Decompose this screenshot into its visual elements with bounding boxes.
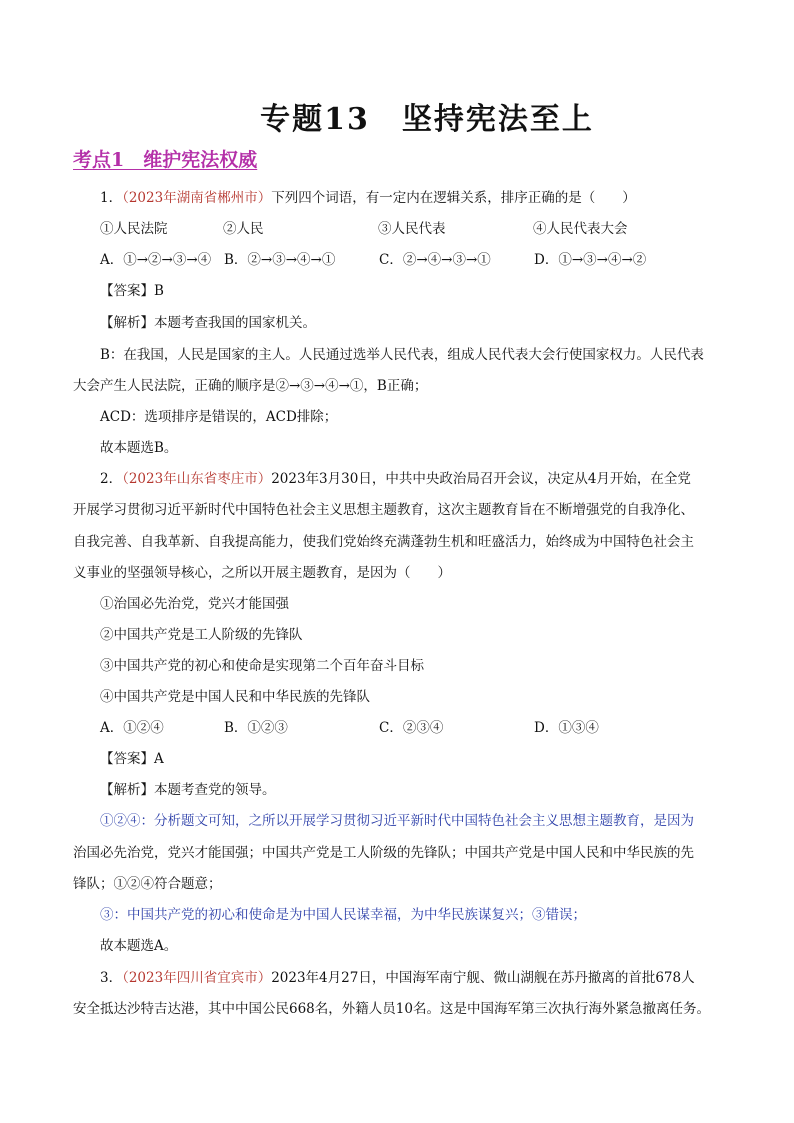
topic-heading: 考点1 维护宪法权威 [73,149,258,171]
q3-stem-line: 安全抵达沙特吉达港，其中中国公民668名，外籍人员10名。这是中国海军第三次执行海外紧急撤离任务。 [73,1001,710,1017]
q1-analysis: 【解析】本题考查我国的国家机关。 [100,315,316,331]
q2-option: A．①②④ [100,720,164,736]
q2-explanation-line: ①②④：分析题文可知，之所以开展学习贯彻习近平新时代中国特色社会主义思想主题教育，是因为 [100,813,694,829]
q2-option: C．②③④ [379,720,444,736]
q3-number: 3． [100,970,123,986]
q1-option: A．①→②→③→④ [100,252,212,268]
q2-answer: 【答案】A [100,751,164,767]
q2-stem-line: 自我完善、自我革新、自我提高能力，使我们党始终充满蓬勃生机和旺盛活力，始终成为中国特色社会主 [73,534,694,550]
q1-explanation-line: ACD：选项排序是错误的，ACD排除； [100,409,338,425]
q2-conclusion: 故本题选A。 [100,938,178,954]
q1-stem [100,186,636,206]
q2-explanation-line: 锋队；①②④符合题意； [73,876,222,892]
q1-item: ①人民法院 [100,221,168,237]
q2-options [100,716,599,736]
q2-analysis: 【解析】本题考查党的领导。 [100,782,276,798]
q2-stem-text: 2023年3月30日，中共中央政治局召开会议，决定从4月开始，在全党 [271,471,691,487]
q1-options [100,248,646,268]
page-title: 专题13 坚持宪法至上 [260,102,594,137]
q1-option: D．①→③→④→② [534,252,647,268]
q1-conclusion: 故本题选B。 [100,440,178,456]
q2-option: D．①③④ [534,720,599,736]
q2-stem [100,467,691,487]
q1-number: 1． [100,190,123,206]
q2-stem-line: 开展学习贯彻习近平新时代中国特色社会主义思想主题教育，这次主题教育旨在不断增强党的自我净化、 [73,502,694,518]
q1-item: ④人民代表大会 [533,221,628,237]
q2-stem-line: 义事业的坚强领导核心，之所以开展主题教育，是因为（ ） [73,565,451,581]
q1-source: （2023年湖南省郴州市） [122,190,272,206]
q3-stem [100,966,695,986]
q3-source: （2023年四川省宜宾市） [122,970,272,986]
q2-explanation-line: ③：中国共产党的初心和使命是为中国人民谋幸福，为中华民族谋复兴；③错误； [100,907,586,923]
q3-stem-text: 2023年4月27日，中国海军南宁舰、微山湖舰在苏丹撤离的首批678人 [271,970,695,986]
q1-option: B．②→③→④→① [224,252,336,268]
q1-item: ②人民 [223,221,264,237]
q1-explanation-line: 大会产生人民法院，正确的顺序是②→③→④→①，B正确； [73,378,428,394]
q2-item: ④中国共产党是中国人民和中华民族的先锋队 [100,689,370,705]
q2-number: 2． [100,471,123,487]
q2-item: ②中国共产党是工人阶级的先锋队 [100,627,303,643]
q1-stem-text: 下列四个词语，有一定内在逻辑关系，排序正确的是（ ） [271,190,636,206]
q2-option: B．①②③ [224,720,288,736]
q2-source: （2023年山东省枣庄市） [122,471,272,487]
q1-item: ③人民代表 [378,221,446,237]
q2-item: ③中国共产党的初心和使命是实现第二个百年奋斗目标 [100,658,424,674]
q2-explanation-line: 治国必先治党，党兴才能国强；中国共产党是工人阶级的先锋队；中国共产党是中国人民和中华民族的先 [73,845,694,861]
q1-items [100,217,628,237]
q1-answer: 【答案】B [100,283,164,299]
q2-item: ①治国必先治党，党兴才能国强 [100,596,289,612]
q1-explanation-line: B：在我国，人民是国家的主人。人民通过选举人民代表，组成人民代表大会行使国家权力。人民代表 [100,347,704,363]
q1-option: C．②→④→③→① [379,252,491,268]
